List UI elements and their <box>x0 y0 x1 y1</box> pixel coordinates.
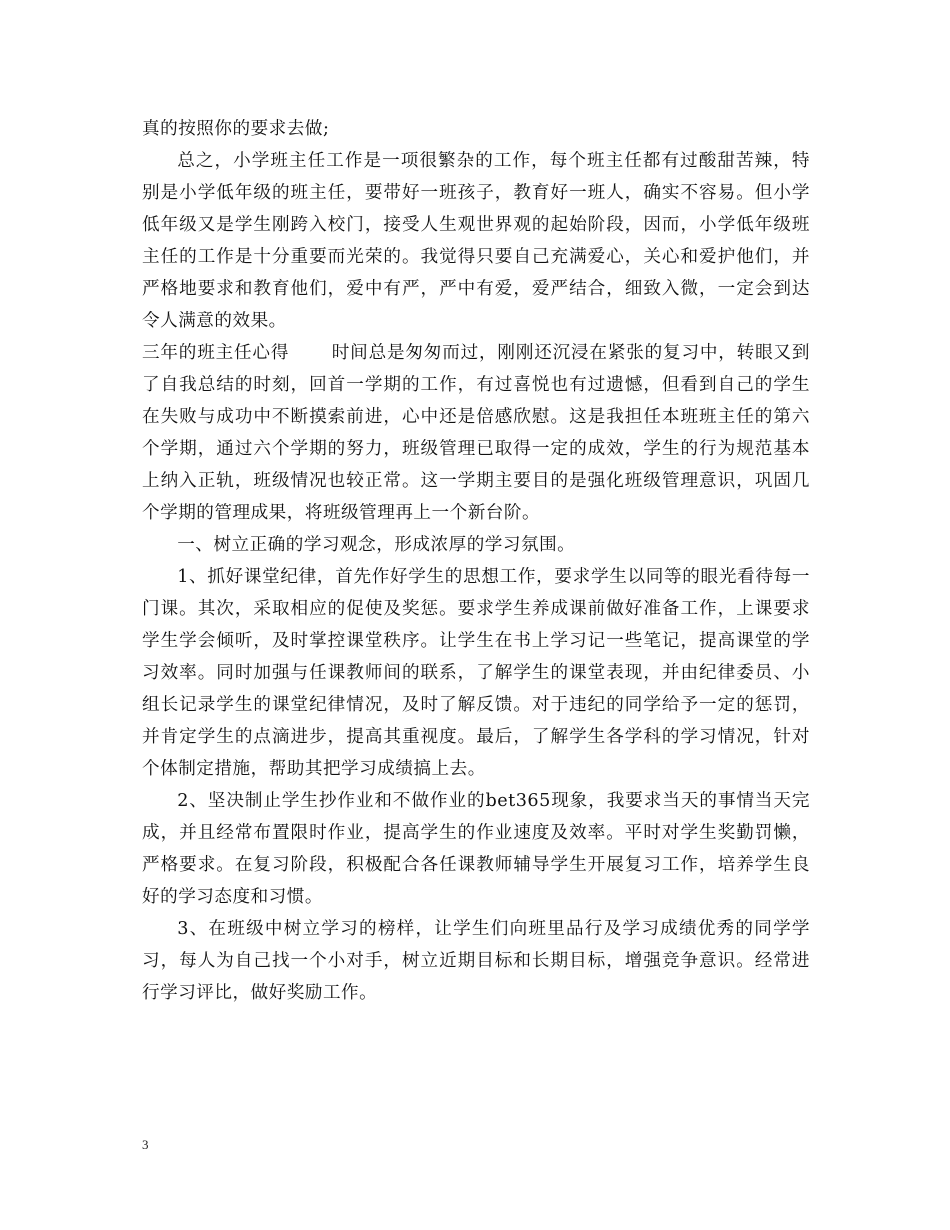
paragraph-summary: 总之，小学班主任工作是一项很繁杂的工作，每个班主任都有过酸甜苦辣，特别是小学低年级的班主任，要带好一班孩子，教育好一班人，确实不容易。但小学低年级又是学生刚跨入校门，接受人生观世界观的起始阶段，因而，小学低年级班主任的工作是十分重要而光荣的。我觉得只要自己充满爱心，关心和爱护他们，并严格地要求和教育他们，爱中有严，严中有爱，爱严结合，细致入微，一定会到达令人满意的效果。 <box>142 151 810 331</box>
paragraph-continuation: 真的按照你的要求去做; <box>142 119 330 139</box>
paragraph-point-1: 1、抓好课堂纪律，首先作好学生的思想工作，要求学生以同等的眼光看待每一门课。其次，采取相应的促使及奖惩。要求学生养成课前做好准备工作，上课要求学生学会倾听，及时掌控课堂秩序。让学生在书上学习记一些笔记，提高课堂的学习效率。同时加强与任课教师间的联系，了解学生的课堂表现，并由纪律委员、小组长记录学生的课堂纪律情况，及时了解反馈。对于违纪的同学给予一定的惩罚，并肯定学生的点滴进步，提高其重视度。最后，了解学生各学科的学习情况，针对个体制定措施，帮助其把学习成绩搞上去。 <box>142 567 810 779</box>
section-intro-text: 时间总是匆匆而过，刚刚还沉浸在紧张的复习中，转眼又到了自我总结的时刻，回首一学期的工作，有过喜悦也有过遗憾，但看到自己的学生在失败与成功中不断摸索前进，心中还是倍感欣慰。这是我担任本班班主任的第六个学期，通过六个学期的努力，班级管理已取得一定的成效，学生的行为规范基本上纳入正轨，班级情况也较正常。这一学期主要目的是强化班级管理意识，巩固几个学期的管理成果，将班级管理再上一个新台阶。 <box>142 343 810 523</box>
page-number: 3 <box>142 1137 149 1152</box>
paragraph-point-2: 2、坚决制止学生抄作业和不做作业的bet365现象，我要求当天的事情当天完成，并且经常布置限时作业，提高学生的作业速度及效率。平时对学生奖勤罚懒，严格要求。在复习阶段，积极配合各任课教师辅导学生开展复习工作，培养学生良好的学习态度和习惯。 <box>142 791 810 907</box>
paragraph-section-intro <box>142 337 810 529</box>
section-heading: 三年的班主任心得 <box>142 343 290 363</box>
document-body <box>142 113 810 1009</box>
paragraph-point-heading: 一、树立正确的学习观念，形成浓厚的学习氛围。 <box>177 535 576 555</box>
paragraph-point-3: 3、在班级中树立学习的榜样，让学生们向班里品行及学习成绩优秀的同学学习，每人为自己找一个小对手，树立近期目标和长期目标，增强竞争意识。经常进行学习评比，做好奖励工作。 <box>142 919 810 1003</box>
